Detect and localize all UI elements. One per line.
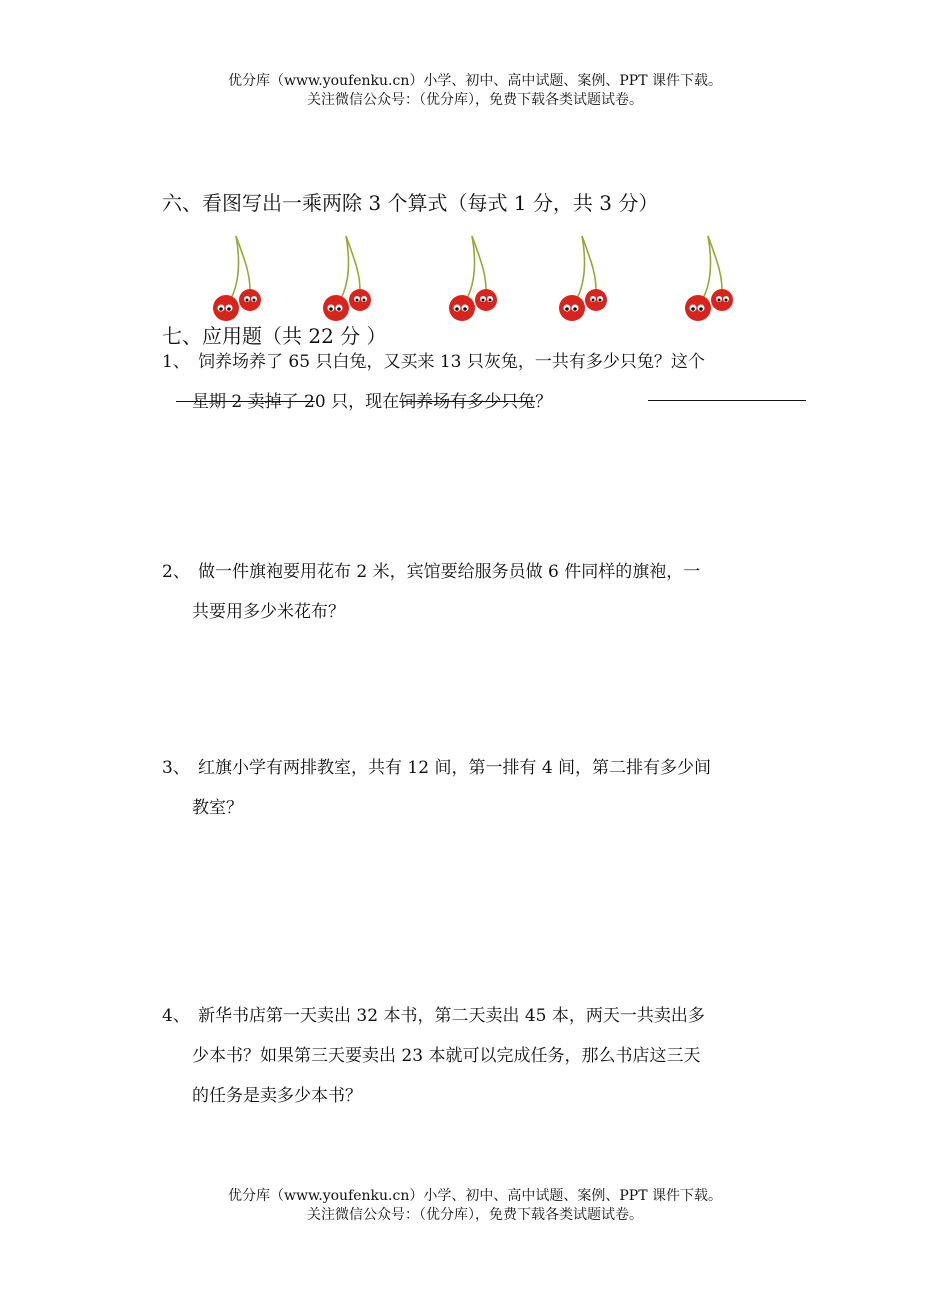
question-line (162, 382, 812, 422)
question-3 (162, 748, 812, 828)
question-1 (162, 342, 812, 422)
question-line: 共要用多少米花布？ (192, 602, 345, 622)
header-line-2: 关注微信公众号：（优分库），免费下载各类试题试卷。 (307, 92, 643, 108)
question-line: 红旗小学有两排教室，共有 12 间，第一排有 4 间，第二排有多少间 (198, 758, 712, 778)
question-line: 新华书店第一天卖出 32 本书，第二天卖出 45 本，两天一共卖出多 (198, 1006, 705, 1026)
answer-line (648, 400, 806, 401)
page-header (0, 72, 950, 110)
struck-text: 星期 2 卖掉了 2 (192, 392, 315, 412)
header-line-1: 优分库（www.youfenku.cn）小学、初中、高中试题、案例、PPT 课件下载。 (227, 73, 722, 89)
question-number: 3、 (162, 758, 190, 778)
footer-line-2: 关注微信公众号：（优分库），免费下载各类试题试卷。 (307, 1207, 643, 1223)
question-line: 做一件旗袍要用花布 2 米，宾馆要给服务员做 6 件同样的旗袍，一 (198, 562, 701, 582)
cherry-pair-icon (320, 228, 380, 328)
question-line: 饲养场养了 65 只白兔，又买来 13 只灰兔，一共有多少只兔？这个 (198, 352, 705, 372)
question-number: 4、 (162, 1006, 190, 1026)
cherry-pair-icon (556, 228, 616, 328)
cherry-pair-icon (210, 228, 270, 328)
question-4 (162, 996, 812, 1116)
question-text: 0 只，现在 (314, 392, 400, 412)
section-7-title: 七、应用题（共 22 分 ） (162, 324, 387, 348)
cherry-picture-row (0, 228, 950, 328)
cherry-pair-icon (446, 228, 506, 328)
question-text: ？ (535, 392, 553, 412)
question-line: 的任务是卖多少本书？ (192, 1086, 362, 1106)
question-number: 1、 (162, 352, 190, 372)
question-line: 教室？ (192, 798, 243, 818)
question-2 (162, 552, 812, 632)
section-6-title: 六、看图写出一乘两除 3 个算式（每式 1 分，共 3 分） (162, 191, 659, 215)
strike-mark (176, 401, 192, 402)
footer-line-1: 优分库（www.youfenku.cn）小学、初中、高中试题、案例、PPT 课件下载。 (227, 1188, 722, 1204)
page-footer (0, 1187, 950, 1225)
struck-text: 饲养场有多少只兔 (399, 392, 536, 412)
question-line: 少本书？如果第三天要卖出 23 本就可以完成任务，那么书店这三天 (192, 1046, 701, 1066)
question-number: 2、 (162, 562, 190, 582)
cherry-pair-icon (682, 228, 742, 328)
